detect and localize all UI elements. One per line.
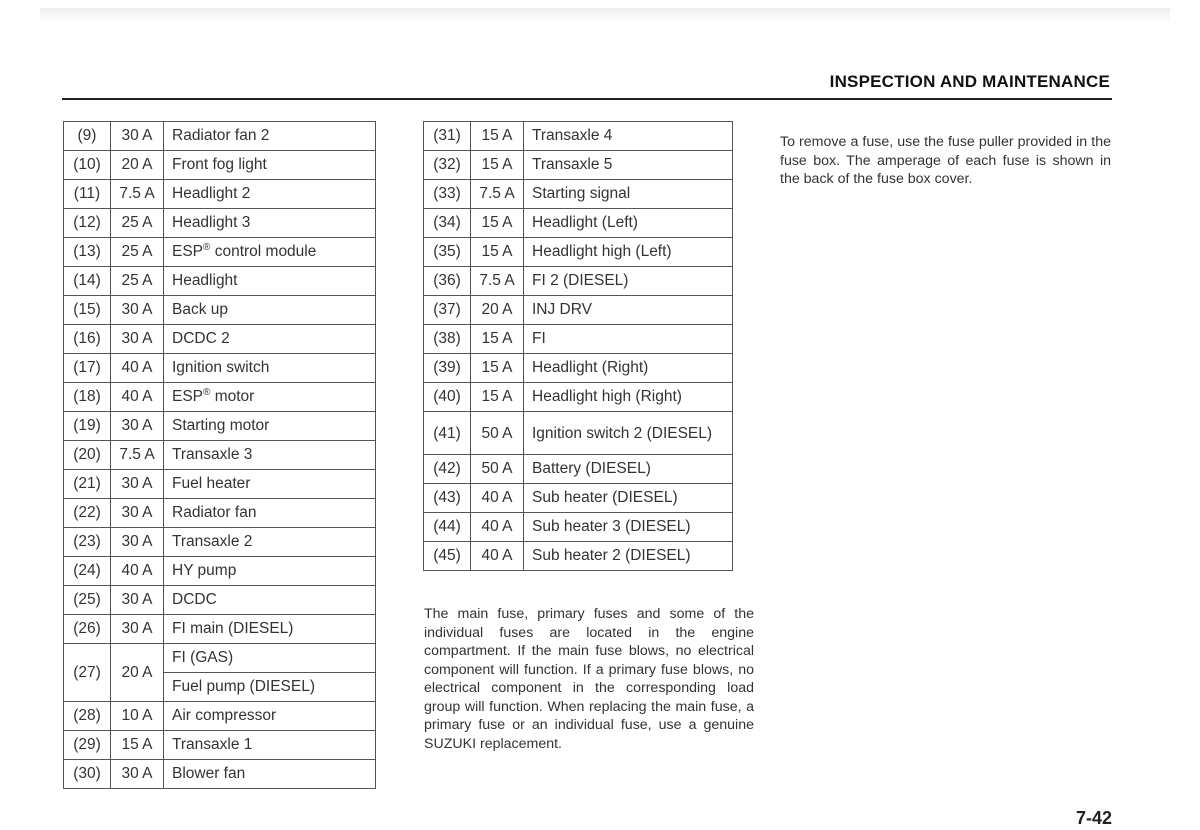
fuse-amperage: 20 A <box>111 151 164 180</box>
fuse-number: (36) <box>424 267 471 296</box>
fuse-amperage: 40 A <box>111 557 164 586</box>
fuse-circuit: Transaxle 2 <box>164 528 376 557</box>
table-row <box>64 441 376 470</box>
fuse-number: (32) <box>424 151 471 180</box>
fuse-amperage: 30 A <box>111 470 164 499</box>
table-row <box>64 180 376 209</box>
fuse-number: (20) <box>64 441 111 470</box>
fuse-circuit: FI main (DIESEL) <box>164 615 376 644</box>
fuse-circuit: Headlight 3 <box>164 209 376 238</box>
fuse-circuit: Fuel pump (DIESEL) <box>164 673 376 702</box>
fuse-amperage: 30 A <box>111 615 164 644</box>
fuse-circuit: Headlight high (Left) <box>524 238 733 267</box>
table-row <box>64 296 376 325</box>
fuse-number: (42) <box>424 455 471 484</box>
table-row <box>64 238 376 267</box>
fuse-amperage: 40 A <box>111 383 164 412</box>
fuse-circuit: Ignition switch 2 (DIESEL) <box>524 412 733 455</box>
table-row <box>424 151 733 180</box>
fuse-circuit <box>164 238 376 267</box>
fuse-number: (18) <box>64 383 111 412</box>
fuse-circuit: Headlight 2 <box>164 180 376 209</box>
fuse-number: (11) <box>64 180 111 209</box>
fuse-number: (19) <box>64 412 111 441</box>
table-row <box>424 354 733 383</box>
fuse-circuit: HY pump <box>164 557 376 586</box>
fuse-number: (14) <box>64 267 111 296</box>
fuse-amperage: 7.5 A <box>111 441 164 470</box>
fuse-removal-paragraph: To remove a fuse, use the fuse puller provided in the fuse box. The amperage of each fuse is shown in the back of the fuse box cover. <box>780 134 1111 188</box>
fuse-amperage: 30 A <box>111 325 164 354</box>
fuse-circuit: DCDC <box>164 586 376 615</box>
fuse-circuit: FI 2 (DIESEL) <box>524 267 733 296</box>
fuse-circuit: Blower fan <box>164 760 376 789</box>
fuse-amperage: 20 A <box>471 296 524 325</box>
fuse-amperage: 15 A <box>471 354 524 383</box>
table-row <box>64 383 376 412</box>
table-row <box>64 470 376 499</box>
table-row <box>424 383 733 412</box>
fuse-number: (29) <box>64 731 111 760</box>
table-row <box>64 354 376 383</box>
fuse-amperage: 30 A <box>111 586 164 615</box>
table-row <box>424 209 733 238</box>
fuse-circuit: Sub heater 3 (DIESEL) <box>524 513 733 542</box>
fuse-number: (38) <box>424 325 471 354</box>
fuse-amperage: 50 A <box>471 455 524 484</box>
header-divider <box>62 98 1112 100</box>
fuse-amperage: 25 A <box>111 238 164 267</box>
fuse-amperage: 40 A <box>111 354 164 383</box>
fuse-amperage: 30 A <box>111 412 164 441</box>
fuse-circuit: Headlight <box>164 267 376 296</box>
fuse-amperage: 50 A <box>471 412 524 455</box>
fuse-amperage: 20 A <box>111 644 164 702</box>
fuse-amperage: 30 A <box>111 760 164 789</box>
table-row <box>64 557 376 586</box>
table-row <box>64 412 376 441</box>
fuse-circuit: Ignition switch <box>164 354 376 383</box>
fuse-circuit: Transaxle 4 <box>524 122 733 151</box>
fuse-circuit: Radiator fan <box>164 499 376 528</box>
fuse-number: (39) <box>424 354 471 383</box>
table-row <box>64 731 376 760</box>
fuse-amperage: 15 A <box>471 325 524 354</box>
fuse-circuit: INJ DRV <box>524 296 733 325</box>
fuse-circuit: Starting signal <box>524 180 733 209</box>
fuse-circuit: Headlight high (Right) <box>524 383 733 412</box>
fuse-amperage: 7.5 A <box>471 267 524 296</box>
fuse-circuit: Front fog light <box>164 151 376 180</box>
fuse-number: (44) <box>424 513 471 542</box>
fuse-amperage: 7.5 A <box>471 180 524 209</box>
table-row <box>424 267 733 296</box>
table-row <box>64 499 376 528</box>
table-row <box>424 238 733 267</box>
circuit-text: ESP <box>172 388 204 406</box>
fuse-circuit: Headlight (Right) <box>524 354 733 383</box>
circuit-text: control module <box>210 243 317 261</box>
fuse-amperage: 15 A <box>111 731 164 760</box>
fuse-amperage: 30 A <box>111 296 164 325</box>
fuse-circuit: Transaxle 1 <box>164 731 376 760</box>
fuse-number: (12) <box>64 209 111 238</box>
fuse-amperage: 25 A <box>111 209 164 238</box>
fuse-number: (9) <box>64 122 111 151</box>
fuse-amperage: 30 A <box>111 122 164 151</box>
fuse-number: (10) <box>64 151 111 180</box>
fuse-amperage: 15 A <box>471 383 524 412</box>
fuse-amperage: 40 A <box>471 542 524 571</box>
fuse-circuit: Air compressor <box>164 702 376 731</box>
fuse-table-left <box>63 121 376 789</box>
fuse-circuit: Sub heater 2 (DIESEL) <box>524 542 733 571</box>
fuse-circuit: Radiator fan 2 <box>164 122 376 151</box>
fuse-number: (41) <box>424 412 471 455</box>
table-row <box>64 325 376 354</box>
table-row <box>424 122 733 151</box>
table-row <box>424 296 733 325</box>
fuse-circuit <box>164 383 376 412</box>
fuse-circuit: FI (GAS) <box>164 644 376 673</box>
fuse-circuit: Transaxle 5 <box>524 151 733 180</box>
page-edge-shadow <box>40 8 1170 22</box>
fuse-number: (37) <box>424 296 471 325</box>
table-row <box>64 122 376 151</box>
table-row <box>64 267 376 296</box>
table-row <box>64 644 376 673</box>
fuse-number: (17) <box>64 354 111 383</box>
table-row <box>424 325 733 354</box>
fuse-number: (23) <box>64 528 111 557</box>
table-row <box>64 760 376 789</box>
fuse-amperage: 25 A <box>111 267 164 296</box>
table-row <box>64 615 376 644</box>
fuse-amperage: 15 A <box>471 122 524 151</box>
fuse-amperage: 40 A <box>471 484 524 513</box>
fuse-number: (13) <box>64 238 111 267</box>
fuse-amperage: 30 A <box>111 528 164 557</box>
fuse-amperage: 10 A <box>111 702 164 731</box>
fuse-number: (30) <box>64 760 111 789</box>
circuit-text: ESP <box>172 243 204 261</box>
table-row <box>64 528 376 557</box>
fuse-circuit: Fuel heater <box>164 470 376 499</box>
fuse-number: (25) <box>64 586 111 615</box>
table-row <box>64 702 376 731</box>
fuse-number: (21) <box>64 470 111 499</box>
fuse-amperage: 40 A <box>471 513 524 542</box>
registered-mark: ® <box>203 242 211 254</box>
fuse-number: (26) <box>64 615 111 644</box>
table-row <box>424 180 733 209</box>
fuse-number: (28) <box>64 702 111 731</box>
registered-mark: ® <box>203 387 211 399</box>
fuse-number: (40) <box>424 383 471 412</box>
fuse-amperage: 15 A <box>471 209 524 238</box>
fuse-amperage: 15 A <box>471 151 524 180</box>
fuse-circuit: FI <box>524 325 733 354</box>
fuse-number: (22) <box>64 499 111 528</box>
section-title: INSPECTION AND MAINTENANCE <box>829 72 1110 91</box>
fuse-number: (16) <box>64 325 111 354</box>
fuse-amperage: 15 A <box>471 238 524 267</box>
fuse-number: (33) <box>424 180 471 209</box>
circuit-text: motor <box>210 388 255 406</box>
fuse-number: (35) <box>424 238 471 267</box>
fuse-table-right <box>423 121 733 571</box>
fuse-circuit: Back up <box>164 296 376 325</box>
fuse-circuit: Headlight (Left) <box>524 209 733 238</box>
table-row <box>424 542 733 571</box>
fuse-number: (43) <box>424 484 471 513</box>
table-row <box>424 412 733 455</box>
table-row <box>64 209 376 238</box>
fuse-number: (24) <box>64 557 111 586</box>
table-row <box>424 513 733 542</box>
fuse-circuit: Transaxle 3 <box>164 441 376 470</box>
fuse-number: (34) <box>424 209 471 238</box>
fuse-number: (45) <box>424 542 471 571</box>
fuse-number: (31) <box>424 122 471 151</box>
fuse-number: (15) <box>64 296 111 325</box>
page-number: 7-42 <box>1075 808 1112 828</box>
table-row <box>64 586 376 615</box>
fuse-amperage: 30 A <box>111 499 164 528</box>
table-row <box>424 484 733 513</box>
main-fuse-paragraph: The main fuse, primary fuses and some of the individual fuses are located in the engine compartment. If the main fuse blows, no electrical component will function. If a primary fuse blows, no electrical component in the corresponding load group will function. When replacing the main fuse, a primary fuse or an individual fuse, use a genuine SUZUKI replacement. <box>424 606 754 752</box>
fuse-circuit: Starting motor <box>164 412 376 441</box>
table-row <box>424 455 733 484</box>
fuse-circuit: Sub heater (DIESEL) <box>524 484 733 513</box>
fuse-amperage: 7.5 A <box>111 180 164 209</box>
fuse-circuit: Battery (DIESEL) <box>524 455 733 484</box>
table-row <box>64 151 376 180</box>
fuse-number: (27) <box>64 644 111 702</box>
fuse-circuit: DCDC 2 <box>164 325 376 354</box>
